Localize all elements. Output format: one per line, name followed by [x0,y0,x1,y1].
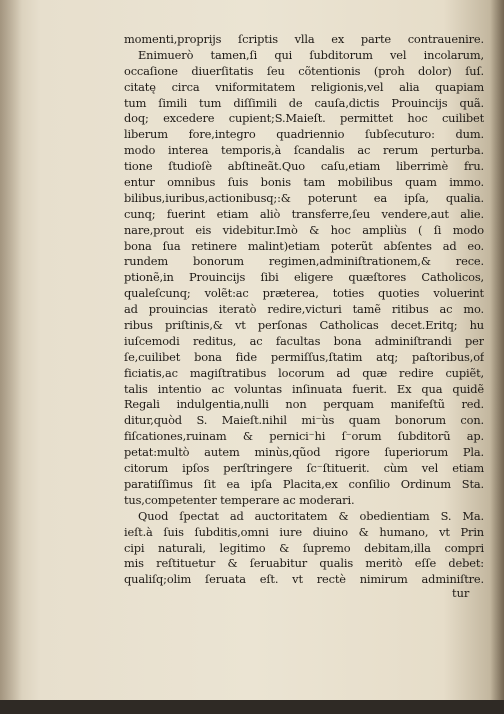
text-line: nare,prout eis videbitur.Imò & hoc ampliùs ( ſi modo [124,222,484,237]
text-line: fiſcationes,ruinam & pernici⁻hi ſ⁻orum ſubditorũ ap. [124,429,484,444]
text-line: Quod ſpectat ad auctoritatem & obedientiam S. Ma. [138,508,484,523]
text-line: tus,competenter temperare ac moderari. [124,492,355,507]
catchword: tur [452,586,470,600]
text-line: ptionẽ,in Prouincijs ſibi eligere quæſtores Catholicos, [124,270,484,285]
text-line: ficiatis,ac magiſtratibus locorum ad quæ redire cupiẽt, [124,365,484,380]
text-line: Regali indulgentia,nulli non perquam manifeſtũ red. [124,397,484,412]
page-edge-shadow [490,0,504,714]
text-line: bona ſua retinere malint)etiam poterũt abſentes ad eo. [124,238,484,253]
text-line: mis reſtituetur & ſeruabitur qualis meritò eſſe debet: [124,556,484,571]
text-line: cipi naturali, legitimo & ſupremo debitam,illa compri [124,540,484,555]
text-line: citatę circa vniformitatem religionis,vel alia quapiam [124,79,484,94]
text-line: citorum ipſos perſtringere ſc⁻ſtituerit. cùm vel etiam [124,461,484,476]
text-line: momenti,proprijs ſcriptis vlla ex parte contrauenire. [124,32,484,46]
text-line: talis intentio ac voluntas inſinuata fuerit. Ex qua quidẽ [124,381,484,396]
text-line: occaſione diuerſitatis ſeu cõtentionis (proh dolor) ſuſ. [124,63,484,78]
text-line: bilibus,iuribus,actionibusq;:& poterunt ea ipſa, qualia. [124,190,484,205]
text-line: rundem bonorum regimen,adminiſtrationem,& rece. [124,254,484,269]
text-line: tum ſimili tum diſſimili de cauſa,dictis Prouincijs quã. [124,95,484,110]
text-line: liberum fore,integro quadriennio ſubſecuturo: dum. [124,127,484,142]
text-line: petat:multò autem minùs,qũod rigore ſuperiorum Pla. [124,445,484,460]
text-line: modo interea temporis,à ſcandalis ac rerum perturba. [124,143,484,158]
text-line: iuſcemodi reditus, ac facultas bona adminiſtrandi per [124,333,484,348]
text-line: qualiſq;olim ſeruata eſt. vt rectè nimirum adminiſtre. [124,572,484,587]
text-line: ad prouincias iteratò redire,victuri tamẽ ritibus ac mo. [124,302,484,317]
text-line: ribus priſtinis,& vt perſonas Catholicas decet.Eritq; hu [124,318,484,333]
text-line: tione ſtudioſè abſtineãt.Quo caſu,etiam liberrimè fru. [124,159,484,174]
text-line: doq; excedere cupient;S.Maieſt. permittet hoc cuilibet [124,111,484,126]
text-line: qualeſcunq; volẽt:ac præterea, toties quoties voluerint [124,286,484,301]
body-text [124,32,484,588]
text-line: ieſt.à ſuis ſubditis,omni iure diuino & humano, vt Prin [124,524,484,539]
text-line: paratiſſimus ſit ea ipſa Placita,ex conſilio Ordinum Sta. [124,476,484,491]
scan-bottom-border [0,700,504,714]
text-line: entur omnibus ſuis bonis tam mobilibus quam immo. [124,175,484,190]
text-line: ſe,cuilibet bona fide permiſſus,ſtatim atq; paſtoribus,of [124,349,484,364]
text-line: cunq; fuerint etiam aliò transferre,ſeu vendere,aut alie. [124,206,484,221]
text-line: ditur,quòd S. Maieſt.nihil mi⁻ùs quam bonorum con. [124,413,484,428]
text-line: Enimuerò tamen,ſi qui ſubditorum vel incolarum, [138,47,484,62]
binding-shadow [0,0,22,714]
